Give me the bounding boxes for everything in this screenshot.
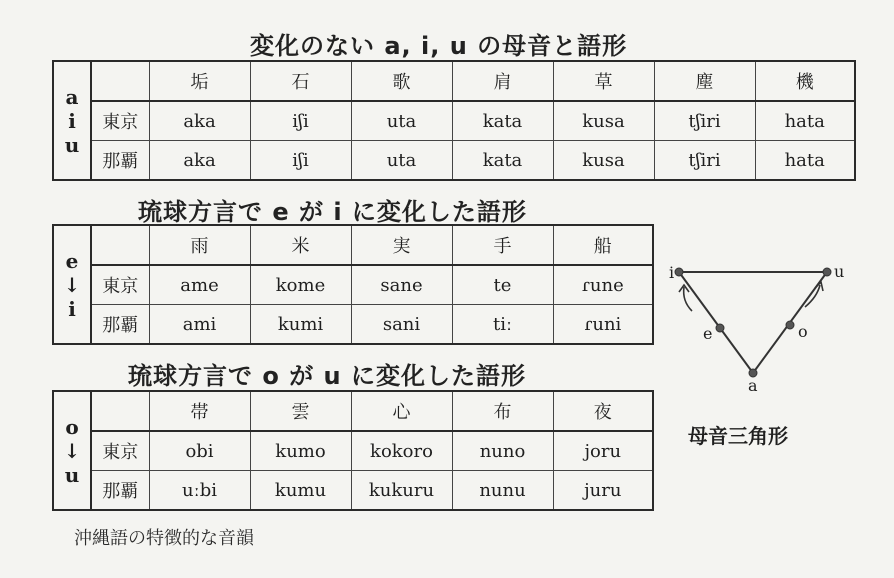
arrow-o-to-u-icon	[805, 285, 820, 307]
word-cell: hata	[755, 101, 855, 141]
word-cell: ame	[149, 265, 250, 305]
vowel-label-cell	[53, 225, 91, 344]
word-cell: kumi	[250, 305, 351, 345]
word-cell: aka	[149, 141, 250, 181]
column-header: 歌	[351, 61, 452, 101]
word-cell: sani	[351, 305, 452, 345]
corner-cell	[91, 61, 149, 101]
column-header: 帯	[149, 391, 250, 431]
triangle-label-e: e	[703, 324, 713, 343]
word-cell: ami	[149, 305, 250, 345]
column-header: 雲	[250, 391, 351, 431]
word-cell: aka	[149, 101, 250, 141]
triangle-left-edge	[679, 272, 753, 373]
word-cell: ɾune	[553, 265, 653, 305]
vowel-label-letter: a	[65, 84, 79, 109]
column-header: 米	[250, 225, 351, 265]
city-label: 東京	[91, 265, 149, 305]
word-cell: nuno	[452, 431, 553, 471]
vowel-point-i	[675, 268, 683, 276]
corner-cell	[91, 391, 149, 431]
vowel-label-letter: e	[65, 248, 79, 273]
section-2-title: 琉球方言で e が i に変化した語形	[138, 198, 527, 226]
column-header: 手	[452, 225, 553, 265]
word-cell: tʃiri	[654, 101, 755, 141]
column-header: 石	[250, 61, 351, 101]
corner-cell	[91, 225, 149, 265]
triangle-label-i: i	[669, 263, 675, 282]
vowel-table-e-to-i	[52, 224, 654, 345]
word-cell: kata	[452, 141, 553, 181]
down-arrow-icon: ↓	[63, 438, 81, 463]
word-cell: kusa	[553, 101, 654, 141]
city-label: 那覇	[91, 141, 149, 181]
word-cell: tʃiri	[654, 141, 755, 181]
table-row	[53, 305, 653, 345]
word-cell: nunu	[452, 471, 553, 511]
city-label: 東京	[91, 101, 149, 141]
vowel-label-letter: u	[64, 462, 80, 487]
word-cell: joru	[553, 431, 653, 471]
column-header: 機	[755, 61, 855, 101]
word-cell: obi	[149, 431, 250, 471]
section-1-title: 変化のない a, i, u の母音と語形	[250, 32, 628, 60]
word-cell: iʃi	[250, 141, 351, 181]
word-cell: tiː	[452, 305, 553, 345]
table-row	[53, 265, 653, 305]
word-cell: kata	[452, 101, 553, 141]
triangle-label-u: u	[834, 262, 845, 281]
word-cell: te	[452, 265, 553, 305]
word-cell: kokoro	[351, 431, 452, 471]
triangle-label-a: a	[748, 376, 758, 395]
column-header: 布	[452, 391, 553, 431]
vowel-table-o-to-u	[52, 390, 654, 511]
word-cell: kome	[250, 265, 351, 305]
column-header: 草	[553, 61, 654, 101]
column-header: 雨	[149, 225, 250, 265]
table-row	[53, 431, 653, 471]
triangle-title: 母音三角形	[688, 424, 788, 448]
column-header: 船	[553, 225, 653, 265]
word-cell: uta	[351, 101, 452, 141]
word-cell: kukuru	[351, 471, 452, 511]
city-label: 東京	[91, 431, 149, 471]
word-cell: ɾuni	[553, 305, 653, 345]
triangle-label-o: o	[798, 322, 808, 341]
column-header: 実	[351, 225, 452, 265]
word-cell: sane	[351, 265, 452, 305]
vowel-label-letter: u	[64, 132, 80, 157]
vowel-point-u	[823, 268, 831, 276]
section-3-title: 琉球方言で o が u に変化した語形	[128, 362, 526, 390]
vowel-label-letter: o	[65, 414, 79, 439]
table-row	[53, 141, 855, 181]
city-label: 那覇	[91, 471, 149, 511]
vowel-point-o	[786, 321, 794, 329]
column-header: 垢	[149, 61, 250, 101]
figure-caption: 沖縄語の特徴的な音韻	[74, 528, 254, 549]
word-cell: kumu	[250, 471, 351, 511]
column-header: 心	[351, 391, 452, 431]
word-cell: hata	[755, 141, 855, 181]
table-row	[53, 101, 855, 141]
word-cell: kumo	[250, 431, 351, 471]
word-cell: juru	[553, 471, 653, 511]
city-label: 那覇	[91, 305, 149, 345]
down-arrow-icon: ↓	[63, 272, 81, 297]
vowel-label-letter: i	[68, 296, 76, 321]
vowel-label-letter: i	[68, 108, 76, 133]
vowel-table-unchanged	[52, 60, 856, 181]
column-header: 塵	[654, 61, 755, 101]
vowel-label-cell	[53, 391, 91, 510]
word-cell: uːbi	[149, 471, 250, 511]
word-cell: kusa	[553, 141, 654, 181]
word-cell: uta	[351, 141, 452, 181]
vowel-point-e	[716, 324, 724, 332]
column-header: 夜	[553, 391, 653, 431]
column-header: 肩	[452, 61, 553, 101]
table-row	[53, 471, 653, 511]
vowel-label-cell	[53, 61, 91, 180]
word-cell: iʃi	[250, 101, 351, 141]
